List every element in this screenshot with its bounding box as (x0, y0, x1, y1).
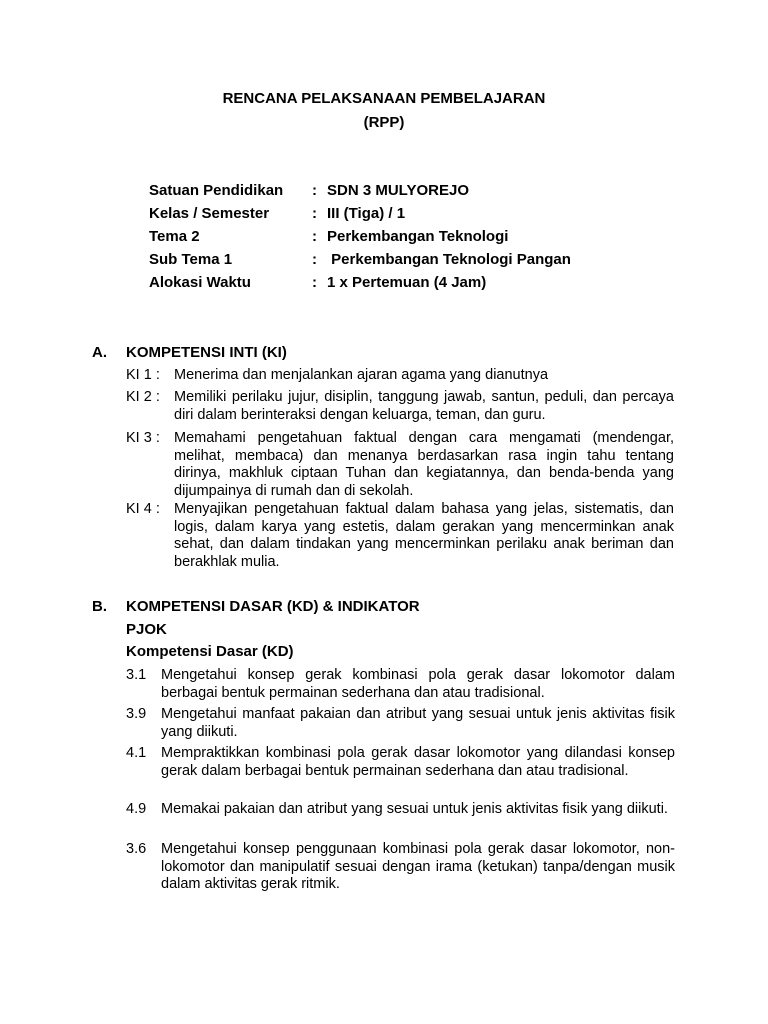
kd-text: Mengetahui manfaat pakaian dan atribut yang sesuai untuk jenis aktivitas fisik yang diikuti. (161, 706, 675, 740)
kd-item (126, 706, 675, 741)
info-value: Perkembangan Teknologi (327, 228, 509, 245)
ki-label: KI 4 : (126, 501, 160, 517)
section-b-heading: KOMPETENSI DASAR (KD) & INDIKATOR (126, 598, 420, 615)
kd-subheading: Kompetensi Dasar (KD) (126, 643, 294, 660)
ki-label: KI 2 : (126, 389, 160, 405)
info-value: 1 x Pertemuan (4 Jam) (327, 274, 487, 291)
ki-text: Memahami pengetahuan faktual dengan cara mengamati (mendengar, melihat, membaca) dan menanya berdasarkan rasa ingin tahu tentang dirinya, makhluk ciptaan Tuhan dan kegiatannya, dan benda-benda yang dijumpainya di rumah dan di sekolah. (174, 430, 674, 499)
kd-text: Mempraktikkan kombinasi pola gerak dasar lokomotor yang dilandasi konsep gerak dalam berbagai bentuk permainan sederhana dan atau tradisional. (161, 745, 675, 779)
kd-number: 4.1 (126, 745, 147, 761)
kd-item (126, 667, 675, 702)
ki-label: KI 1 : (126, 367, 160, 383)
info-colon: : (312, 274, 317, 291)
kd-text: Mengetahui konsep gerak kombinasi pola gerak dasar lokomotor dalam berbagai bentuk permainan sederhana dan atau tradisional. (161, 667, 675, 701)
info-colon: : (312, 205, 317, 222)
ki-item (126, 430, 674, 500)
info-value: SDN 3 MULYOREJO (327, 182, 469, 199)
info-key: Kelas / Semester (149, 205, 270, 222)
document-title: RENCANA PELAKSANAAN PEMBELAJARAN (222, 90, 546, 107)
info-key: Satuan Pendidikan (149, 182, 284, 199)
info-key: Alokasi Waktu (149, 274, 251, 291)
info-colon: : (312, 182, 317, 199)
ki-text: Memiliki perilaku jujur, disiplin, tanggung jawab, santun, peduli, dan percaya diri dalam berinteraksi dengan keluarga, teman, dan guru. (174, 389, 674, 423)
ki-item (126, 389, 674, 424)
ki-item (126, 367, 674, 385)
section-a-letter: A. (92, 344, 107, 361)
info-colon: : (312, 228, 317, 245)
document-subtitle: (RPP) (363, 114, 405, 131)
kd-number: 3.6 (126, 841, 147, 857)
kd-number: 4.9 (126, 801, 147, 817)
info-colon: : (312, 251, 317, 268)
info-key: Tema 2 (149, 228, 200, 245)
info-value: III (Tiga) / 1 (327, 205, 406, 222)
ki-item (126, 501, 674, 571)
kd-item (126, 801, 675, 819)
ki-text: Menyajikan pengetahuan faktual dalam bahasa yang jelas, sistematis, dan logis, dalam karya yang estetis, dalam gerakan yang mencerminkan anak sehat, dan dalam tindakan yang mencerminkan perilaku anak beriman dan berakhlak mulia. (174, 501, 674, 570)
ki-label: KI 3 : (126, 430, 160, 446)
kd-number: 3.9 (126, 706, 147, 722)
kd-item (126, 841, 675, 894)
info-key: Sub Tema 1 (149, 251, 233, 268)
kd-number: 3.1 (126, 667, 147, 683)
subject-heading: PJOK (126, 621, 167, 638)
section-a-heading: KOMPETENSI INTI (KI) (126, 344, 287, 361)
kd-text: Mengetahui konsep penggunaan kombinasi pola gerak dasar lokomotor, non-lokomotor dan manipulatif sesuai dengan irama (ketukan) tanpa/dengan musik dalam aktivitas gerak ritmik. (161, 841, 675, 893)
section-b-letter: B. (92, 598, 107, 615)
ki-text: Menerima dan menjalankan ajaran agama yang dianutnya (174, 367, 549, 383)
kd-text: Memakai pakaian dan atribut yang sesuai untuk jenis aktivitas fisik yang diikuti. (161, 801, 668, 817)
kd-item (126, 745, 675, 780)
info-value: Perkembangan Teknologi Pangan (327, 251, 571, 268)
